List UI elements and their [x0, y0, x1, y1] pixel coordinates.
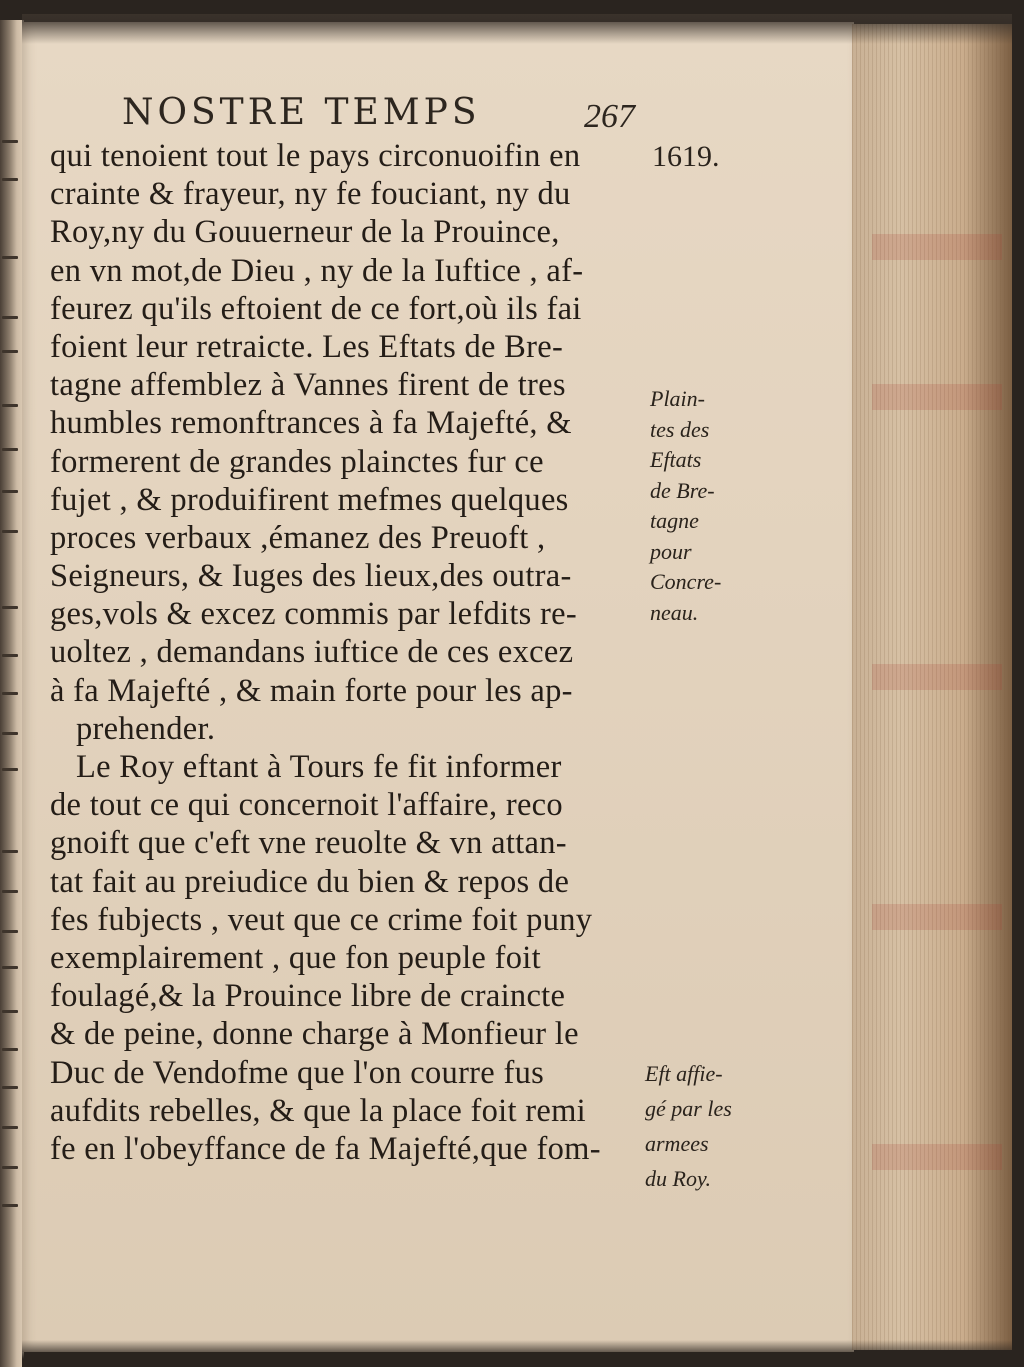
bottom-shadow — [22, 1340, 1012, 1367]
edge-mark — [2, 178, 18, 181]
running-head-title: NOSTRE TEMPS — [122, 92, 481, 133]
text-line: à fa Majefté , & main forte pour les ap- — [50, 672, 573, 709]
edge-mark — [2, 1204, 18, 1207]
text-line: en vn mot,de Dieu , ny de la Iuftice , af- — [50, 252, 584, 289]
margin-note-line: Concre- — [650, 569, 722, 594]
edge-stain — [872, 1144, 1002, 1170]
text-line: gnoift que c'eft vne reuolte & vn attan- — [50, 825, 567, 862]
edge-mark — [2, 732, 18, 735]
margin-note-plaintes — [650, 384, 721, 628]
edge-mark — [2, 530, 18, 533]
margin-note-line: gé par les — [645, 1096, 732, 1121]
top-shadow — [22, 14, 1012, 44]
text-line: proces verbaux ,émanez des Preuoft , — [50, 519, 546, 556]
text-line: foient leur retraicte. Les Eftats de Bre- — [50, 328, 564, 365]
edge-mark — [2, 606, 18, 609]
text-line: tagne affemblez à Vannes firent de tres — [50, 367, 566, 404]
margin-note-line: de Bre- — [650, 477, 715, 503]
text-line: crainte & frayeur, ny fe fouciant, ny du — [50, 176, 571, 213]
edge-stain — [872, 904, 1002, 930]
text-line: humbles remonftrances à fa Majefté, & — [50, 405, 572, 442]
text-line: foulagé,& la Prouince libre de craincte — [50, 978, 566, 1015]
margin-note-line: pour — [650, 538, 692, 564]
margin-note-line: neau. — [650, 599, 699, 625]
edge-stain — [872, 234, 1002, 260]
text-line: formerent de grandes plainctes fur ce — [50, 443, 544, 480]
edge-stain — [872, 384, 1002, 410]
margin-note-line: Plain- — [650, 386, 705, 411]
edge-mark — [2, 768, 18, 771]
edge-mark — [2, 1048, 18, 1051]
text-line: fujet , & produifirent mefmes quelques — [50, 481, 569, 518]
margin-note-line: du Roy. — [645, 1166, 711, 1191]
text-line: Seigneurs, & Iuges des lieux,des outra- — [50, 558, 572, 595]
margin-note-assiege — [645, 1056, 732, 1196]
edge-mark — [2, 1086, 18, 1089]
edge-mark — [2, 692, 18, 695]
page-fore-edge — [852, 24, 1012, 1350]
edge-mark — [2, 140, 18, 143]
edge-mark — [2, 1126, 18, 1129]
edge-mark — [2, 490, 18, 493]
body-text — [50, 137, 650, 1168]
margin-note-line: armees — [645, 1131, 709, 1156]
edge-mark — [2, 256, 18, 259]
margin-date: 1619. — [652, 140, 720, 173]
edge-mark — [2, 448, 18, 451]
text-line: qui tenoient tout le pays circonuoifin en — [50, 138, 581, 174]
text-line: & de peine, donne charge à Monfieur le — [50, 1016, 579, 1053]
edge-mark — [2, 966, 18, 969]
edge-mark — [2, 404, 18, 407]
facing-page-edge — [0, 20, 24, 1367]
edge-mark — [2, 1166, 18, 1169]
edge-mark — [2, 850, 18, 853]
text-line: ges,vols & excez commis par lefdits re- — [50, 596, 578, 633]
edge-mark — [2, 654, 18, 657]
text-line: Roy,ny du Gouuerneur de la Prouince, — [50, 214, 560, 251]
text-line: fe en l'obeyffance de fa Majefté,que fom- — [50, 1130, 601, 1167]
edge-mark — [2, 930, 18, 933]
margin-note-line: Eftats — [650, 447, 702, 472]
text-line: fes fubjects , veut que ce crime foit puny — [50, 901, 593, 938]
text-line: prehender. — [76, 710, 216, 747]
text-line: uoltez , demandans iuftice de ces excez — [50, 634, 574, 671]
text-line: exemplairement , que fon peuple foit — [50, 939, 541, 976]
text-line: aufdits rebelles, & que la place foit remi — [50, 1092, 587, 1129]
text-line: feurez qu'ils eftoient de ce fort,où ils fai — [50, 290, 582, 327]
paragraph-start-line: Le Roy eftant à Tours fe fit informer — [76, 749, 562, 785]
edge-mark — [2, 316, 18, 319]
text-line: de tout ce qui concernoit l'affaire, reco — [50, 787, 563, 824]
text-line: Duc de Vendofme que l'on courre fus — [50, 1054, 545, 1091]
edge-stain — [872, 664, 1002, 690]
edge-mark — [2, 1010, 18, 1013]
edge-mark — [2, 350, 18, 353]
margin-note-line: Eft affie- — [645, 1061, 723, 1086]
margin-note-line: tes des — [650, 416, 710, 442]
margin-note-line: tagne — [650, 508, 699, 533]
edge-mark — [2, 890, 18, 893]
text-line: tat fait au preiudice du bien & repos de — [50, 863, 570, 900]
page-number: 267 — [584, 98, 635, 135]
